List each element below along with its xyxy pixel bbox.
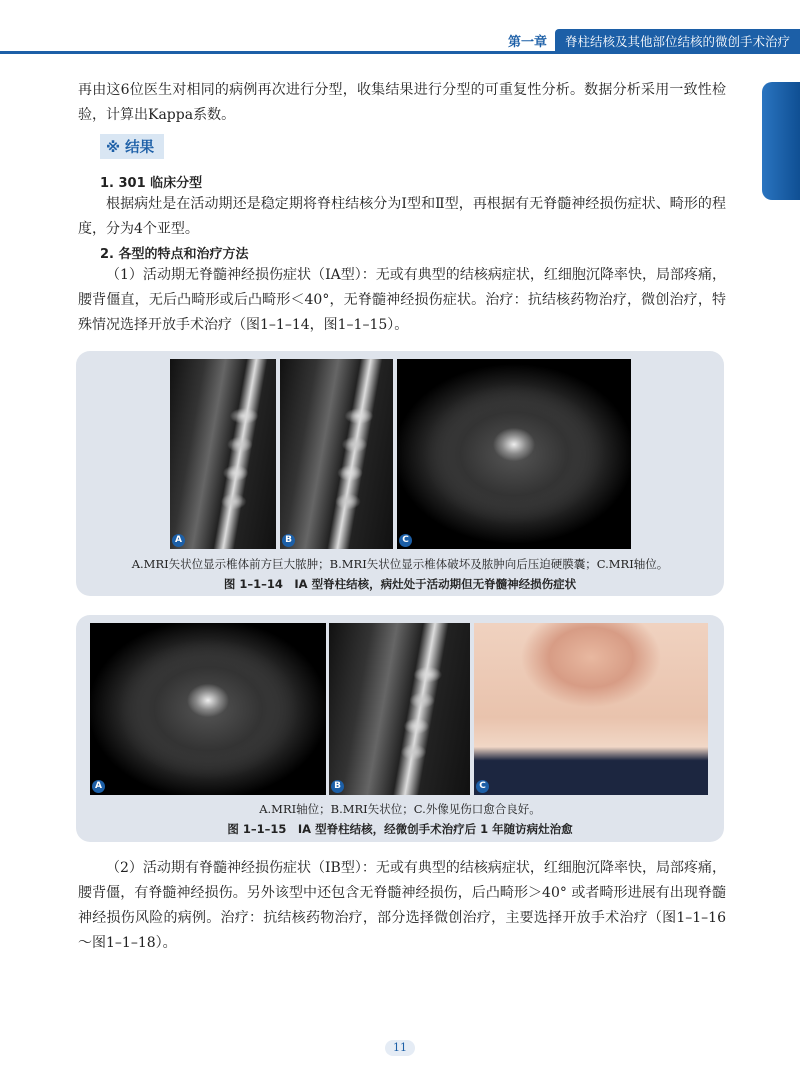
figure-label-c: C: [476, 780, 489, 793]
page-number: 11: [385, 1040, 415, 1056]
figure-1-1-14: [76, 351, 724, 596]
mri-axial-image-a: [90, 623, 326, 795]
figure-caption: A.MRI轴位；B.MRI矢状位；C.外像见伤口愈合良好。: [259, 802, 541, 816]
mri-axial-image-c: [397, 359, 631, 549]
mri-sagittal-image-b: [329, 623, 470, 795]
figure-title: 图 1–1–14 ⅠA 型脊柱结核，病灶处于活动期但无脊髓神经损伤症状: [223, 577, 577, 591]
type-ia-paragraph: （1）活动期无脊髓神经损伤症状（ⅠA型）：无或有典型的结核病症状，红细胞沉降率快，局部疼痛，腰背僵直，无后凸畸形或后凸畸形＜40°，无脊髓神经损伤症状。治疗：抗结核药物治疗，微创治疗，特殊情况选择开放手术治疗（图1–1–14，图1–1–15）。: [78, 267, 726, 333]
figure-label-c: C: [399, 534, 412, 547]
section-heading-results: ※ 结果: [100, 134, 164, 159]
figure-label-b: B: [282, 534, 295, 547]
figure-1-1-15: [76, 615, 724, 842]
classification-paragraph: 根据病灶是在活动期还是稳定期将脊柱结核分为Ⅰ型和Ⅱ型，再根据有无脊髓神经损伤症状、畸形的程度，分为4个亚型。: [78, 196, 726, 237]
chapter-side-tab: [762, 82, 800, 200]
intro-paragraph: 再由这6位医生对相同的病例再次进行分型，收集结果进行分型的可重复性分析。数据分析采用一致性检验，计算出Kappa系数。: [78, 82, 726, 123]
figure-caption: A.MRI矢状位显示椎体前方巨大脓肿；B.MRI矢状位显示椎体破坏及脓肿向后压迫硬膜囊；C.MRI轴位。: [131, 557, 669, 571]
mri-sagittal-image-b: [280, 359, 393, 549]
figure-label-a: A: [92, 780, 105, 793]
type-ib-paragraph: （2）活动期有脊髓神经损伤症状（ⅠB型）：无或有典型的结核病症状，红细胞沉降率快，局部疼痛，腰背僵，有脊髓神经损伤。另外该型中还包含无脊髓神经损伤，后凸畸形＞40° 或者畸形进展有出现脊髓神经损伤风险的病例。治疗：抗结核药物治疗，部分选择微创治疗，主要选择开放手术治疗（图1–1–16～图1–1–18）。: [78, 860, 726, 951]
figure-label-b: B: [331, 780, 344, 793]
subheading-classification: 1. 301 临床分型: [100, 176, 203, 191]
chapter-title: 脊柱结核及其他部位结核的微创手术治疗: [555, 29, 800, 54]
mri-sagittal-image-a: [170, 359, 276, 549]
subheading-characteristics: 2. 各型的特点和治疗方法: [100, 247, 249, 262]
figure-label-a: A: [172, 534, 185, 547]
figure-title: 图 1–1–15 ⅠA 型脊柱结核，经微创手术治疗后 1 年随访病灶治愈: [227, 822, 573, 836]
patient-neck-photo-c: [474, 623, 708, 795]
chapter-label: 第一章: [507, 35, 547, 50]
header-rule: [0, 51, 800, 54]
